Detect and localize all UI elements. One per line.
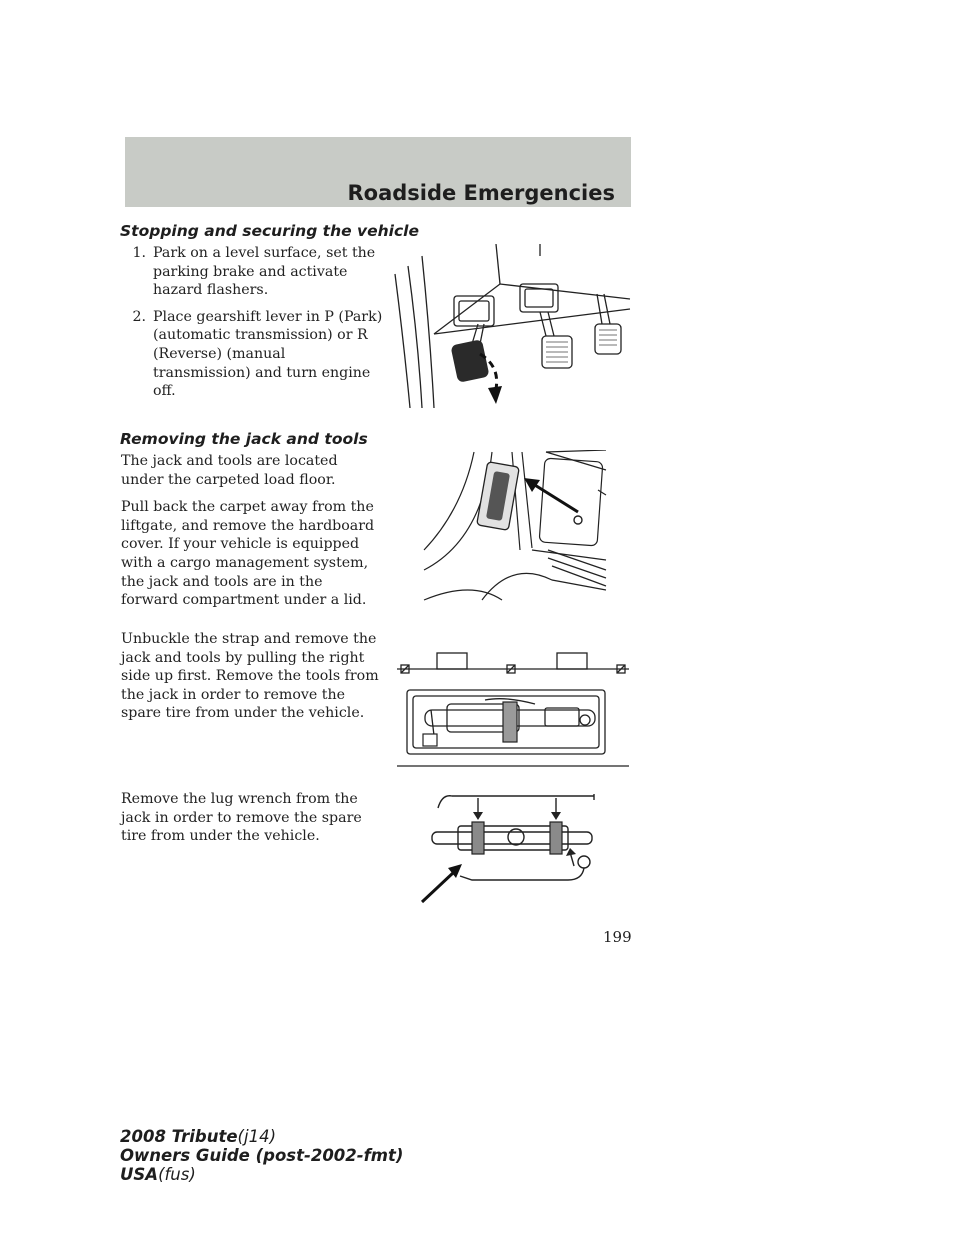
footer: [120, 1127, 403, 1184]
step-item: [121, 308, 383, 401]
section-heading-removing: Removing the jack and tools: [120, 430, 368, 448]
footer-market-code: (fus): [158, 1165, 196, 1184]
footer-guide: Owners Guide (post-2002-fmt): [120, 1146, 404, 1165]
step-item: [121, 244, 383, 300]
paragraph: Remove the lug wrench from the jack in order to remove the spare tire from under the vehicle.: [121, 791, 362, 845]
page-title: Roadside Emergencies: [347, 181, 615, 205]
removing-paragraphs: [121, 452, 383, 610]
lug-wrench-paragraph-block: [121, 790, 383, 846]
footer-market: USA: [120, 1165, 159, 1184]
parking-brake-pedal-illustration: [392, 244, 632, 412]
footer-line-2: [120, 1146, 403, 1165]
paragraph: Pull back the carpet away from the liftgate, and remove the hardboard cover. If your vehicle is equipped with a cargo management system, the jack and tools are in the forward compartment under a lid.: [121, 499, 375, 609]
step-text: Park on a level surface, set the parking brake and activate hazard flashers.: [153, 245, 376, 299]
paragraph: The jack and tools are located under the carpeted load floor.: [121, 453, 338, 488]
stopping-steps: [121, 244, 383, 401]
jack-compartment-illustration: [395, 648, 631, 770]
unbuckle-paragraph-block: [121, 630, 383, 723]
page-number: 199: [603, 928, 632, 946]
step-number: 2.: [132, 308, 146, 325]
footer-line-3: [120, 1165, 403, 1184]
step-number: 1.: [132, 245, 146, 261]
cargo-area-illustration: [422, 450, 608, 608]
jack-and-tools-illustration: [418, 790, 604, 908]
footer-line-1: [120, 1127, 403, 1146]
footer-model-code: (j14): [237, 1127, 277, 1146]
paragraph: Unbuckle the strap and remove the jack and tools by pulling the right side up first. Remove the tools from the jack in order to remove the spare tire from under the vehicle.: [121, 631, 379, 722]
section-heading-stopping: Stopping and securing the vehicle: [120, 222, 420, 240]
header-band: [125, 137, 631, 207]
step-text: Place gearshift lever in P (Park) (automatic transmission) or R (Reverse) (manual transmission) and turn engine off.: [153, 308, 383, 400]
footer-model: 2008 Tribute: [120, 1127, 238, 1146]
